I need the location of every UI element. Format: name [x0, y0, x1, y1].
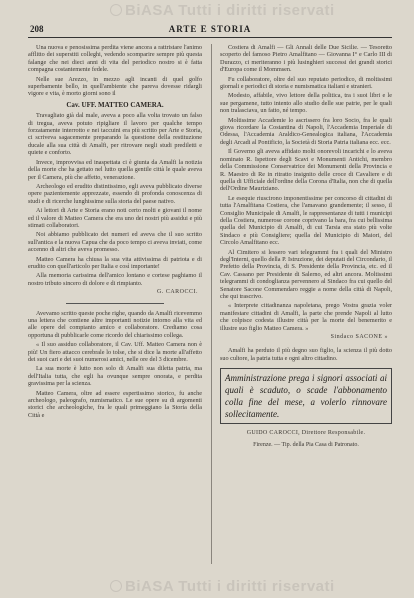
printer-line: Firenze. — Tip. della Pia Casa di Patronato. — [253, 441, 359, 448]
paragraph: Ai lettori di Arte e Storia erano noti certo molti e giovani il nome ed il valore di Matteo Camera che era uno dei nostri più assidui e più stimati collaboratori. — [28, 207, 202, 229]
watermark-top: BiASA Tutti i diritti riservati — [110, 2, 335, 19]
paragraph: « Interprete cittadinanza napoletana, prego Vostra grazia voler manifestare cittadini di Amalfi, la parte che prende Napoli al lutto che colpisce codesta illustre città per la morte del benemerito e illustre suo figlio Matteo Camera. » — [220, 302, 392, 332]
paragraph: Una nuova e penosissima perdita viene ancora a rattristare l'animo afflitto dei superstiti colleghi, vedendo scomparire sempre più questa falange che nei dieci anni di vita del periodico nostro si è fatta compagna costantemente fedele. — [28, 44, 202, 74]
paragraph: Fu collaboratore, oltre del suo reputato periodico, di moltissimi giornali e periodici di storia e numismatica italiani e stranieri. — [220, 75, 392, 91]
paragraph: « Il suo assiduo collaboratore, il Cav. Uff. Matteo Camera non è più! Un fiero attacco cerebrale lo tolse, che si dice la morte all'affetto dei suoi cari e dei suoi numerosi amici, nelle ore del 3 dicembre. — [28, 341, 202, 364]
section-divider — [66, 303, 164, 304]
paragraph: Archeologo ed erudito distintissimo, egli aveva pubblicato diverse opere pazientemente apprezzate, essendo di profonda conoscenza di studi e di ricerche lunghissime sulla storia del paese nativo. — [28, 182, 202, 205]
signature: Sindaco SACONE » — [330, 334, 388, 341]
paragraph: Al Cimitero si lessero vari telegrammi fra i quali del Ministro degl'Interni, quello della P. Istruzione, dei deputati del Circondario, il Prefetto della Provincia, di S. Presidente della Provincia, etc. ed il Cav. Cassano per Presidente di Salerno, ed altri ancora. Moltissimi telegrammi di condoglianza pervennero al Sindaco fra cui quello del Senatore Sacone Commendaro reggie a nome della città di Napoli, che qui trascrivo. — [220, 248, 392, 300]
paragraph: Avevamo scritto queste poche righe, quando da Amalfi ricevemmo una lettera che contiene altre importanti notizie intorno alla vita ed alle opere del compianto amico e collaboratore. Crediamo cosa opportuna di pubblicarle come ricordo del chiarissimo collega. — [28, 309, 202, 339]
paragraph: Amalfi ha perduto il più degno suo figlio, la scienza il più dotto suo cultore, la patria tutta e ogni altro cittadino. — [220, 347, 392, 362]
copyright-icon — [110, 580, 122, 592]
paragraph: Il Governo gli aveva affidato molti onorevoli incarichi e lo aveva nominato R. Ispettore degli Scavi e Monumenti Antichi, membro della Commissione Conservatrice dei Monumenti della Provincia e R. Maestro di Re in ritratto insignito delle croce di Cavaliere e di quella di Ufficiale dell'ordine della Corona d'Italia, non che di quella dell'Ordine Mauriziano. — [220, 148, 392, 193]
journal-title: ARTE E STORIA — [168, 24, 252, 34]
paragraph: Modesto, affabile, vivo lettore della politica, tra i suoi libri e le sue pergamene, tutto intento allo studio delle sue patrie, per le quali non tralasciava, un fatto, né tempo. — [220, 92, 392, 115]
subscription-notice: Amministrazione prega i signori associati ai quali è scaduto, o scade l'abbonamento colla fine del mese, a volerlo rinnovare sollecitamente. — [220, 368, 392, 424]
signature: G. CAROCCI. — [156, 289, 198, 296]
copyright-icon — [110, 4, 122, 16]
paragraph: Alla memoria carissima dell'amico lontano e cortese paghiamo il nostro tributo sincero di dolore e di rimpianto. — [28, 272, 202, 287]
paragraph: Le esequie riuscirono imponentissime per concorso di cittadini di tutta l'Amalfitana Costiera, che l'amavano grandemente; il sesso, il Consiglio Municipale di Amalfi, le rappresentanze di tutti i municipi della Costiera, numerose corone coprivano la bara, fra cui bellissima quella del Municipio di Amalfi, di cui Tarsia era stato più volte Sindaco e più Consigliere; quella del Municipio di Maiori, del Circolo Amalfitano ecc. — [220, 194, 392, 247]
watermark-bottom: BiASA Tutti i diritti riservati — [110, 578, 335, 595]
paragraph: La sua morte è lutto non solo di Amalfi sua diletta patria, ma dell'Italia tutta, che egli ha ovunque sempre onorata, e perdita gravissima per la scienza. — [28, 365, 202, 388]
paragraph: Matteo Camera, oltre ad essere espertissimo storico, fu anche archeologo, paleografo, numismatico. Le sue opere su di argomenti storici che archeologiche, fra le quali primeggiano la Storia della Città e — [28, 389, 202, 419]
column-divider — [211, 44, 212, 564]
left-column — [28, 44, 202, 421]
director-line: GUIDO CAROCCI, Direttore Responsabile. — [246, 430, 366, 437]
page-number: 208 — [30, 24, 44, 34]
paragraph: Invece, improvvisa ed inaspettata ci è giunta da Amalfi la notizia della morte che ha gettato nel lutto quella gentile città le quale aveva per il Camera, più che affetto, venerazione. — [28, 158, 202, 181]
paragraph: Noi abbiamo pubblicato dei numeri ed aveva che il suo scritto sull'antica e la nuova Capua che da poco tempo ci aveva inviati, come accenno di altri che aveva promesso. — [28, 231, 202, 254]
page-header — [28, 23, 392, 38]
paragraph: Travagliato già dal male, aveva a poco alla volta trovato un falso di tregua, aveva potuto ripigliare il lavoro per qualche tempo forzatamente interrotto e nei taccuini era più scritto per Arte e Storia, ci scriveva sagacemente preparando la questione della restituzione ducale alla sua città di Amalfi, per ritrovare negli studi prediletti e quiete e conforto. — [28, 112, 202, 157]
section-heading: Cav. UFF. MATTEO CAMERA. — [66, 100, 164, 109]
paragraph: Costiera di Amalfi — Gli Annali delle Due Sicilie. — Tesoretto scoperto del famoso Pietro Amalfitano — Giovanna I° e Carlo III di Durazzo, ci meriteranno i più lusinghieri successi dei grandi storici d'Europa come il Mommsen. — [220, 44, 392, 74]
paragraph: Nelle sue Arezzo, in mezzo agli incanti di quel golfo superbamente bello, in quell'ambiente che pareva dovesse ridargli vigore e vita, è morto giorni sono il — [28, 75, 202, 98]
paragraph: Matteo Camera ha chiusa la sua vita attivissima di patriota e di erudito con quell'articolo per Italia e così importante! — [28, 255, 202, 270]
right-column — [220, 44, 392, 449]
paragraph: Moltissime Accademie lo ascrissero fra loro Socio, fra le quali giova ricordare la Costantina di Napoli, l'Accademia Imperiale di Odessa, l'Accademia Araldico-Genealogica italiana, l'Accademia degli Arcadi al Pontificio, la Società di Storia Patria italiana ecc. ecc. — [220, 116, 392, 146]
